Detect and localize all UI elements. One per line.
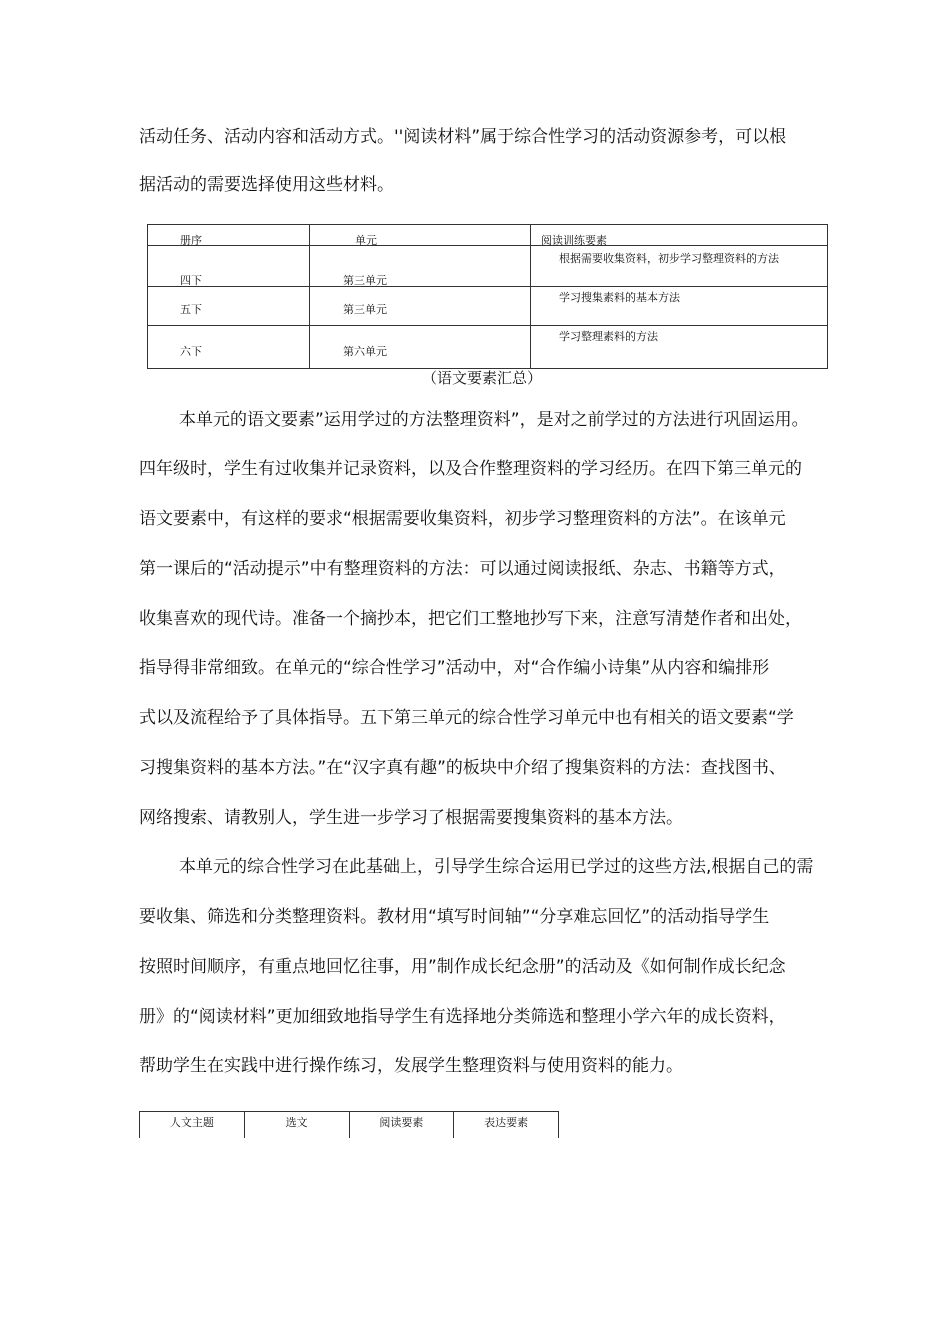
header-reading: 阅读要素 xyxy=(349,1112,454,1139)
table-caption: （语文要素汇总） xyxy=(422,369,543,387)
para1-line: 指导得非常细致。在单元的“综合性学习”活动中，对“合作编小诗集”从内容和编排形 xyxy=(139,658,770,678)
para1-line: 四年级时，学生有过收集并记录资料，以及合作整理资料的学习经历。在四下第三单元的 xyxy=(139,459,802,479)
para1-line: 本单元的语文要素”运用学过的方法整理资料”，是对之前学过的方法进行巩固运用。 xyxy=(179,410,809,430)
row-unit: 第三单元 xyxy=(343,303,387,316)
table-row xyxy=(148,246,828,287)
table-header-row xyxy=(140,1112,559,1139)
unit-overview-table xyxy=(139,1111,559,1138)
row-unit: 第六单元 xyxy=(343,345,387,358)
para1-line: 语文要素中，有这样的要求“根据需要收集资料，初步学习整理资料的方法”。在该单元 xyxy=(139,509,786,529)
row-unit: 第三单元 xyxy=(343,274,387,287)
para2-line: 本单元的综合性学习在此基础上，引导学生综合运用已学过的这些方法,根据自己的需 xyxy=(179,857,814,877)
para2-line: 按照时间顺序，有重点地回忆往事，用”制作成长纪念册”的活动及《如何制作成长纪念 xyxy=(139,957,786,977)
table-header-row xyxy=(148,225,828,246)
header-book: 册序 xyxy=(148,225,310,246)
para1-line: 式以及流程给予了具体指导。五下第三单元的综合性学习单元中也有相关的语文要素“学 xyxy=(139,708,794,728)
row-book: 四下 xyxy=(180,274,202,287)
intro-line-1: 活动任务、活动内容和活动方式。''阅读材料”属于综合性学习的活动资源参考，可以根 xyxy=(139,127,787,147)
header-selection: 选文 xyxy=(244,1112,349,1139)
para1-line: 第一课后的“活动提示”中有整理资料的方法：可以通过阅读报纸、杂志、书籍等方式， xyxy=(139,559,786,579)
row-book: 六下 xyxy=(180,345,202,358)
intro-line-2: 据活动的需要选择使用这些材料。 xyxy=(139,175,394,195)
table-row xyxy=(148,287,828,326)
table-row xyxy=(148,326,828,369)
row-book: 五下 xyxy=(180,303,202,316)
row-element: 学习搜集素料的基本方法 xyxy=(559,291,680,304)
para1-line: 收集喜欢的现代诗。准备一个摘抄本，把它们工整地抄写下来，注意写清楚作者和出处， xyxy=(139,609,802,629)
header-unit: 单元 xyxy=(310,225,531,246)
para2-line: 帮助学生在实践中进行操作练习，发展学生整理资料与使用资料的能力。 xyxy=(139,1056,683,1076)
para2-line: 册》的“阅读材料”更加细致地指导学生有选择地分类筛选和整理小学六年的成长资料， xyxy=(139,1007,786,1027)
para1-line: 网络搜索、请教别人，学生进一步学习了根据需要搜集资料的基本方法。 xyxy=(139,808,683,828)
header-element: 阅读训练要素 xyxy=(531,225,828,246)
header-theme: 人文主题 xyxy=(140,1112,245,1139)
row-element: 学习整理素料的方法 xyxy=(559,330,658,343)
row-element: 根据需要收集资料，初步学习整理资料的方法 xyxy=(559,252,779,265)
language-elements-table xyxy=(147,224,828,369)
header-expression: 表达要素 xyxy=(454,1112,559,1139)
para2-line: 要收集、筛选和分类整理资料。教材用“填写时间轴”“分享难忘回忆”的活动指导学生 xyxy=(139,907,770,927)
para1-line: 习搜集资料的基本方法。”在“汉字真有趣”的板块中介绍了搜集资料的方法：查找图书、 xyxy=(139,758,786,778)
